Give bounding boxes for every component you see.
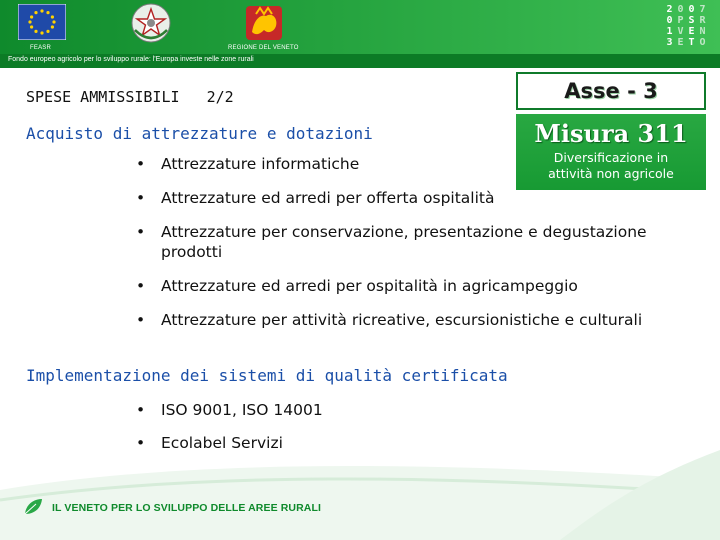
asse-title: Asse - 3 [564,79,658,103]
psr-logo-char: 1 [666,26,673,37]
psr-logo-char: P [677,15,684,26]
equipment-list [136,154,656,344]
header-band [0,0,720,68]
italian-emblem-icon [130,2,172,44]
list-item: • ISO 9001, ISO 14001 [136,400,536,420]
eu-flag-icon [18,4,66,40]
list-item: • Attrezzature ed arredi per offerta ospitalità [136,188,656,208]
asse-box [516,72,706,110]
section-label: SPESE AMMISSIBILI 2/2 [26,88,234,106]
fund-tagline: Fondo europeo agricolo per lo sviluppo rurale: l'Europa investe nelle zone rurali [8,56,254,63]
psr-logo-char: V [677,26,684,37]
feasr-label: FEASR [30,45,52,51]
psr-logo-char: N [699,26,706,37]
psr-2007-2013-logo [664,4,710,48]
misura-subtitle-line-1: Diversificazione in [553,150,669,165]
list-item: • Ecolabel Servizi [136,433,536,453]
veneto-label: REGIONE DEL VENETO [228,45,299,51]
psr-logo-char: E [677,37,684,48]
psr-logo-char: 0 [688,4,695,15]
misura-subtitle-line-2: attività non agricole [548,166,674,181]
footer-slogan: IL VENETO PER LO SVILUPPO DELLE AREE RURALI [52,502,321,514]
psr-logo-char: E [688,26,695,37]
heading-equipment: Acquisto di attrezzature e dotazioni [26,124,373,143]
veneto-lion-icon [238,4,290,44]
psr-logo-char: 0 [677,4,684,15]
psr-logo-char: 2 [666,4,673,15]
psr-logo-char: 7 [699,4,706,15]
psr-logo-char: R [699,15,706,26]
list-item: • Attrezzature per attività ricreative, escursionistiche e culturali [136,310,656,330]
list-item: • Attrezzature per conservazione, presentazione e degustazione prodotti [136,222,656,262]
leaf-icon [22,496,44,518]
misura-title: Misura 311 [534,119,688,148]
footer-swoosh [0,450,720,540]
psr-logo-char: O [699,37,706,48]
psr-logo-char: T [688,37,695,48]
list-item: • Attrezzature informatiche [136,154,501,174]
list-item: • Attrezzature ed arredi per ospitalità in agricampeggio [136,276,656,296]
psr-logo-char: S [688,15,695,26]
heading-quality-systems: Implementazione dei sistemi di qualità certificata [26,366,508,385]
psr-logo-char: 0 [666,15,673,26]
psr-logo-char: 3 [666,37,673,48]
